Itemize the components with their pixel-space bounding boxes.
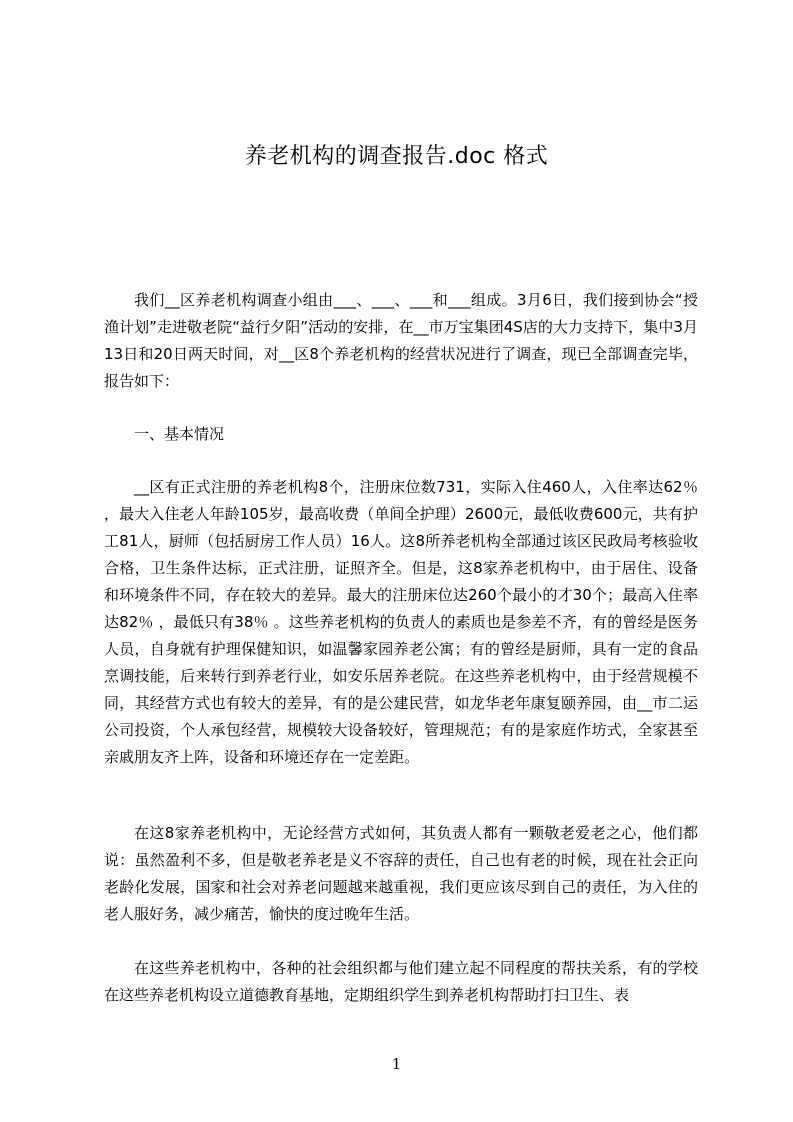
support-paragraph: 在这些养老机构中，各种的社会组织都与他们建立起不同程度的帮扶关系，有的学校在这些养老机构设立道德教育基地，定期组织学生到养老机构帮助打扫卫生、表 bbox=[104, 959, 698, 1004]
document-title: 养老机构的调查报告.doc 格式 bbox=[244, 144, 549, 169]
attitude-paragraph: 在这8家养老机构中，无论经营方式如何，其负责人都有一颗敬老爱老之心，他们都说：虽然盈利不多，但是敬老养老是义不容辞的责任，自己也有老的时候，现在社会正向老龄化发展，国家和社会对养老问题越来越重视，我们更应该尽到自己的责任，为入住的老人服好务，减少痛苦，愉快的度过晚年生活。 bbox=[104, 824, 698, 923]
intro-paragraph: 我们__区养老机构调查小组由___、___、___和___组成。3月6日，我们接到协会“授渔计划”走进敬老院“益行夕阳”活动的安排，在__市万宝集团4S店的大力支持下，集中3月13日和20日两天时间，对__区8个养老机构的经营状况进行了调查，现已全部调查完毕，报告如下： bbox=[104, 291, 698, 390]
basic-info-paragraph: __区有正式注册的养老机构8个，注册床位数731，实际入住460人，入住率达62％ ，最大入住老人年龄105岁，最高收费（单间全护理）2600元，最低收费600元，共有护工81人，厨师（包括厨房工作人员）16人。这8所养老机构全部通过该区民政局考核验收合格，卫生条件达标，正式注册，证照齐全。但是，这8家养老机构中，由于居住、设备和环境条件不同，存在较大的差异。最大的注册床位达260个最小的才30个；最高入住率达82％ ，最低只有38％ 。这些养老机构的负责人的素质也是参差不齐，有的曾经是医务人员，自身就有护理保健知识，如温馨家园养老公寓；有的曾经是厨师，具有一定的食品烹调技能，后来转行到养老行业，如安乐居养老院。在这些养老机构中，由于经营规模不同，其经营方式也有较大的差异，有的是公建民营，如龙华老年康复颐养园，由__市二运公司投资，个人承包经营，规模较大设备较好，管理规范；有的是家庭作坊式，全家甚至亲戚朋友齐上阵，设备和环境还存在一定差距。 bbox=[104, 478, 698, 766]
section-heading-basic-info: 一、基本情况 bbox=[134, 425, 225, 443]
page-number: 1 bbox=[391, 1055, 402, 1073]
